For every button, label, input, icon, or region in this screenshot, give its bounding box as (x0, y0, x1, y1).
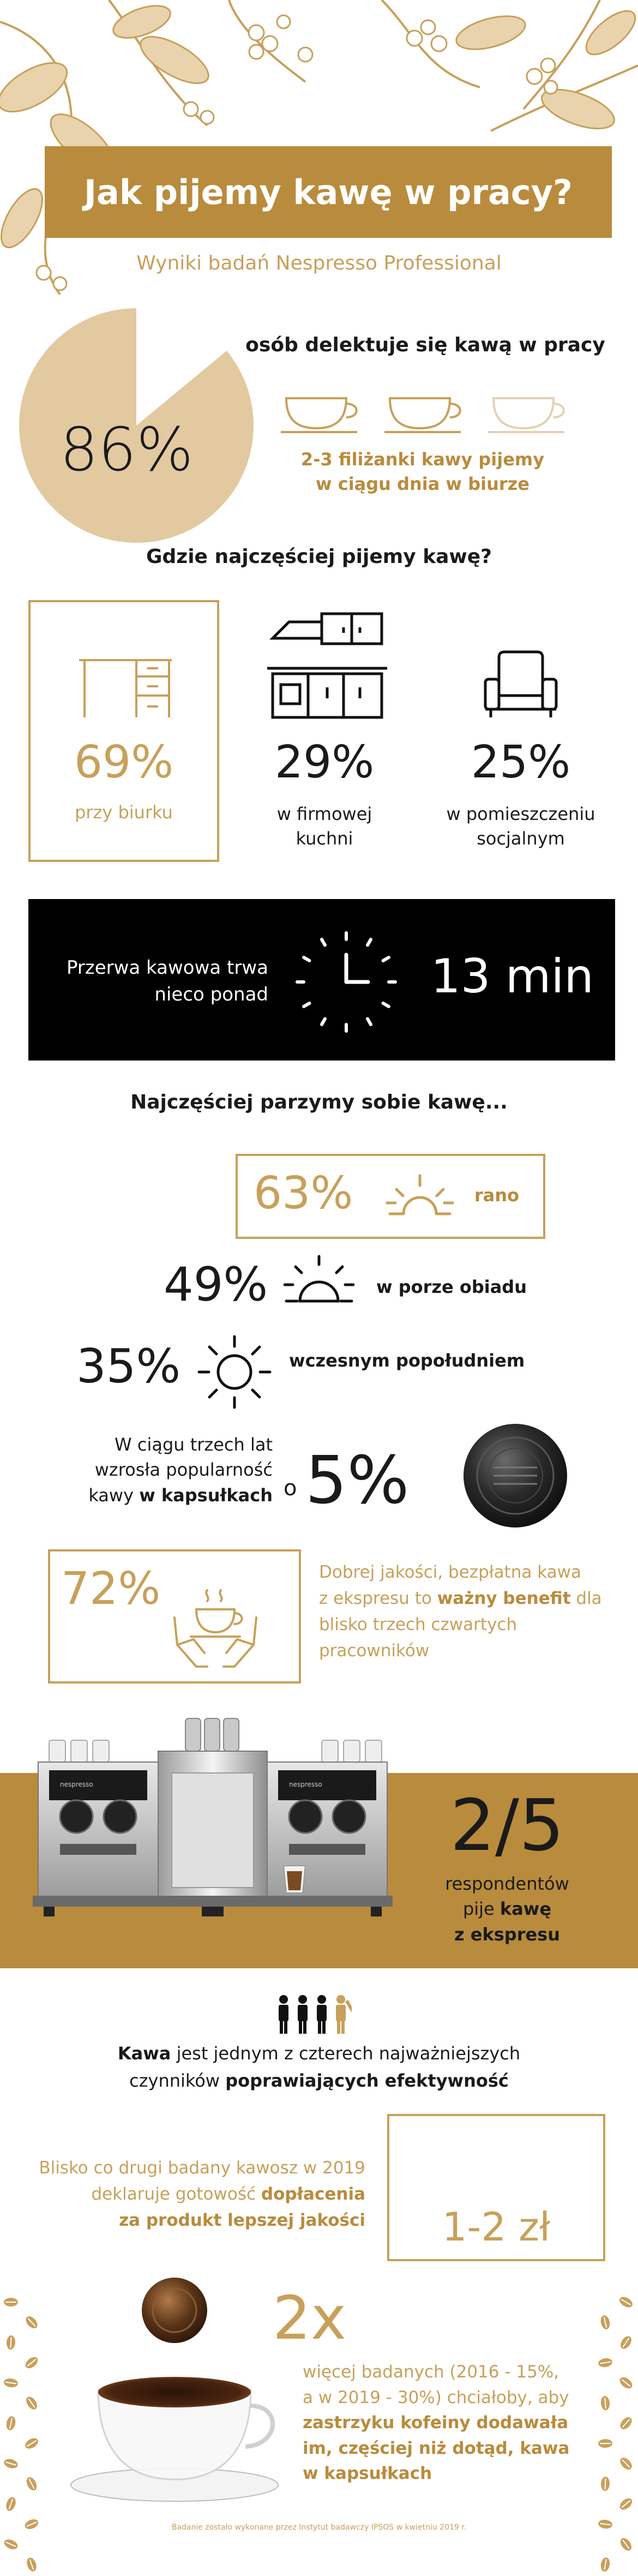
coffee-bean-icon (594, 2291, 638, 2576)
capsules-prefix: o (284, 1476, 297, 1501)
double-text (303, 2359, 586, 2487)
percent-86: 86% (60, 415, 194, 484)
page-title: Jak pijemy kawę w pracy? (83, 172, 573, 212)
percent-25: 25% (471, 736, 571, 788)
efficiency-line-1-plain: jest jednym z czterech najważniejszych (171, 2043, 521, 2064)
percent-72: 72% (61, 1563, 161, 1615)
coffee-cup-icon (281, 382, 575, 436)
percent-35: 35% (76, 1339, 181, 1394)
label-kitchen-line-2: kuchni (296, 828, 353, 849)
clock-icon (294, 930, 398, 1034)
cups-per-day (245, 447, 600, 496)
double-line-4: im, częściej niż dotąd, kawa (303, 2438, 570, 2458)
cups-line-1: 2-3 filiżanki kawy pijemy (300, 449, 545, 470)
benefit-line-1: Dobrej jakości, bezpłatna kawa (319, 1562, 581, 1582)
percent-49: 49% (164, 1257, 268, 1312)
label-social (436, 802, 605, 851)
efficiency-line-1 (0, 2040, 638, 2068)
desk-icon (76, 655, 174, 720)
brewing-heading: Najczęściej parzymy sobie kawę... (130, 1091, 508, 1113)
coffee-machine-icon (27, 1708, 398, 1926)
where-heading: Gdzie najczęściej pijemy kawę? (146, 546, 492, 568)
coffee-bean-icon (0, 2291, 44, 2576)
price-line-1: Blisko co drugi badany kawosz w 2019 (39, 2158, 365, 2178)
break-text (28, 955, 268, 1009)
machine-line-2-bold: kawę (499, 1898, 552, 1920)
percent-69: 69% (74, 736, 174, 788)
label-kitchen (240, 802, 409, 851)
percent-29: 29% (274, 736, 375, 788)
multiplier-2x: 2x (273, 2283, 347, 2353)
sunrise-icon (384, 1173, 455, 1222)
machine-brand-right: nespresso (289, 1781, 322, 1788)
price-text (33, 2155, 365, 2233)
cups-line-2: w ciągu dnia w biurze (316, 473, 529, 494)
label-morning: rano (474, 1185, 520, 1206)
benefit-line-2-end: dla (570, 1589, 602, 1609)
machine-line-2 (414, 1896, 600, 1921)
efficiency-line-2-plain: czynników (129, 2070, 226, 2091)
machine-line-3: z ekspresu (454, 1924, 560, 1945)
fraction-2-5: 2/5 (450, 1784, 564, 1867)
efficiency-text (0, 2040, 638, 2094)
benefit-line-4: pracowników (319, 1641, 430, 1661)
percent-5: 5% (305, 1443, 410, 1519)
price-line-2-bold: dopłacenia (261, 2184, 365, 2204)
capsules-line-3 (55, 1483, 273, 1508)
title-banner (45, 146, 612, 238)
label-desk: przy biurku (75, 802, 173, 823)
capsule-icon (461, 1421, 570, 1530)
capsules-line-2: wzrosła popularność (94, 1459, 273, 1481)
capsules-line-3-bold: w kapsułkach (139, 1484, 273, 1506)
double-line-3: zastrzyku kofeiny dodawała (303, 2413, 569, 2433)
capsules-text (55, 1432, 273, 1508)
capsules-line-1: W ciągu trzech lat (115, 1434, 273, 1455)
footnote: Badanie zostało wykonane przez Instytut badawczy IPSOS w kwietniu 2019 r. (171, 2523, 467, 2532)
capsule-icon (139, 2275, 210, 2346)
price-value: 1-2 zł (442, 2204, 551, 2250)
double-line-5: w kapsułkach (303, 2464, 432, 2483)
efficiency-line-1-bold: Kawa (117, 2043, 171, 2064)
percent-63: 63% (254, 1167, 353, 1219)
benefit-line-2-plain: z ekspresu to (319, 1589, 437, 1609)
armchair-icon (483, 649, 559, 720)
label-lunch: w porze obiadu (376, 1277, 527, 1297)
double-line-1: więcej badanych (2016 - 15%, (303, 2362, 559, 2382)
double-line-2: a w 2019 - 30%) chciałoby, aby (303, 2387, 569, 2407)
page-subtitle: Wyniki badań Nespresso Professional (136, 252, 502, 274)
sun-icon (196, 1334, 273, 1410)
people-icon (275, 1994, 352, 2035)
machine-line-1: respondentów (445, 1873, 569, 1894)
break-line-2: nieco ponad (154, 984, 268, 1006)
espresso-cup-icon (65, 2362, 284, 2504)
capsules-line-3-plain: kawy (88, 1484, 140, 1506)
benefit-line-3: blisko trzech czwartych (319, 1615, 517, 1635)
price-line-3: za produkt lepszej jakości (119, 2210, 365, 2231)
machine-text (414, 1871, 600, 1947)
label-social-line-1: w pomieszczeniu (446, 804, 595, 824)
label-kitchen-line-1: w firmowej (276, 804, 372, 824)
sun-noon-icon (284, 1255, 354, 1315)
benefit-text (319, 1559, 613, 1664)
price-line-2-plain: deklaruje gotowość (91, 2184, 261, 2204)
hands-cup-icon (169, 1585, 262, 1672)
break-line-1: Przerwa kawowa trwa (66, 957, 268, 979)
benefit-line-2-bold: ważny benefit (437, 1589, 571, 1609)
break-duration: 13 min (431, 949, 594, 1004)
price-line-2 (33, 2181, 365, 2207)
machine-line-2-plain: pije (462, 1898, 500, 1920)
intro-statement: osób delektuje się kawą w pracy (245, 334, 605, 356)
label-social-line-2: socjalnym (477, 828, 565, 849)
label-afternoon: wczesnym popołudniem (289, 1350, 525, 1371)
efficiency-line-2 (0, 2068, 638, 2095)
efficiency-line-2-bold: poprawiających efektywność (225, 2070, 509, 2091)
machine-brand-left: nespresso (60, 1781, 93, 1788)
benefit-line-2 (319, 1585, 613, 1612)
kitchen-icon (267, 606, 387, 720)
desk-box (28, 600, 219, 862)
